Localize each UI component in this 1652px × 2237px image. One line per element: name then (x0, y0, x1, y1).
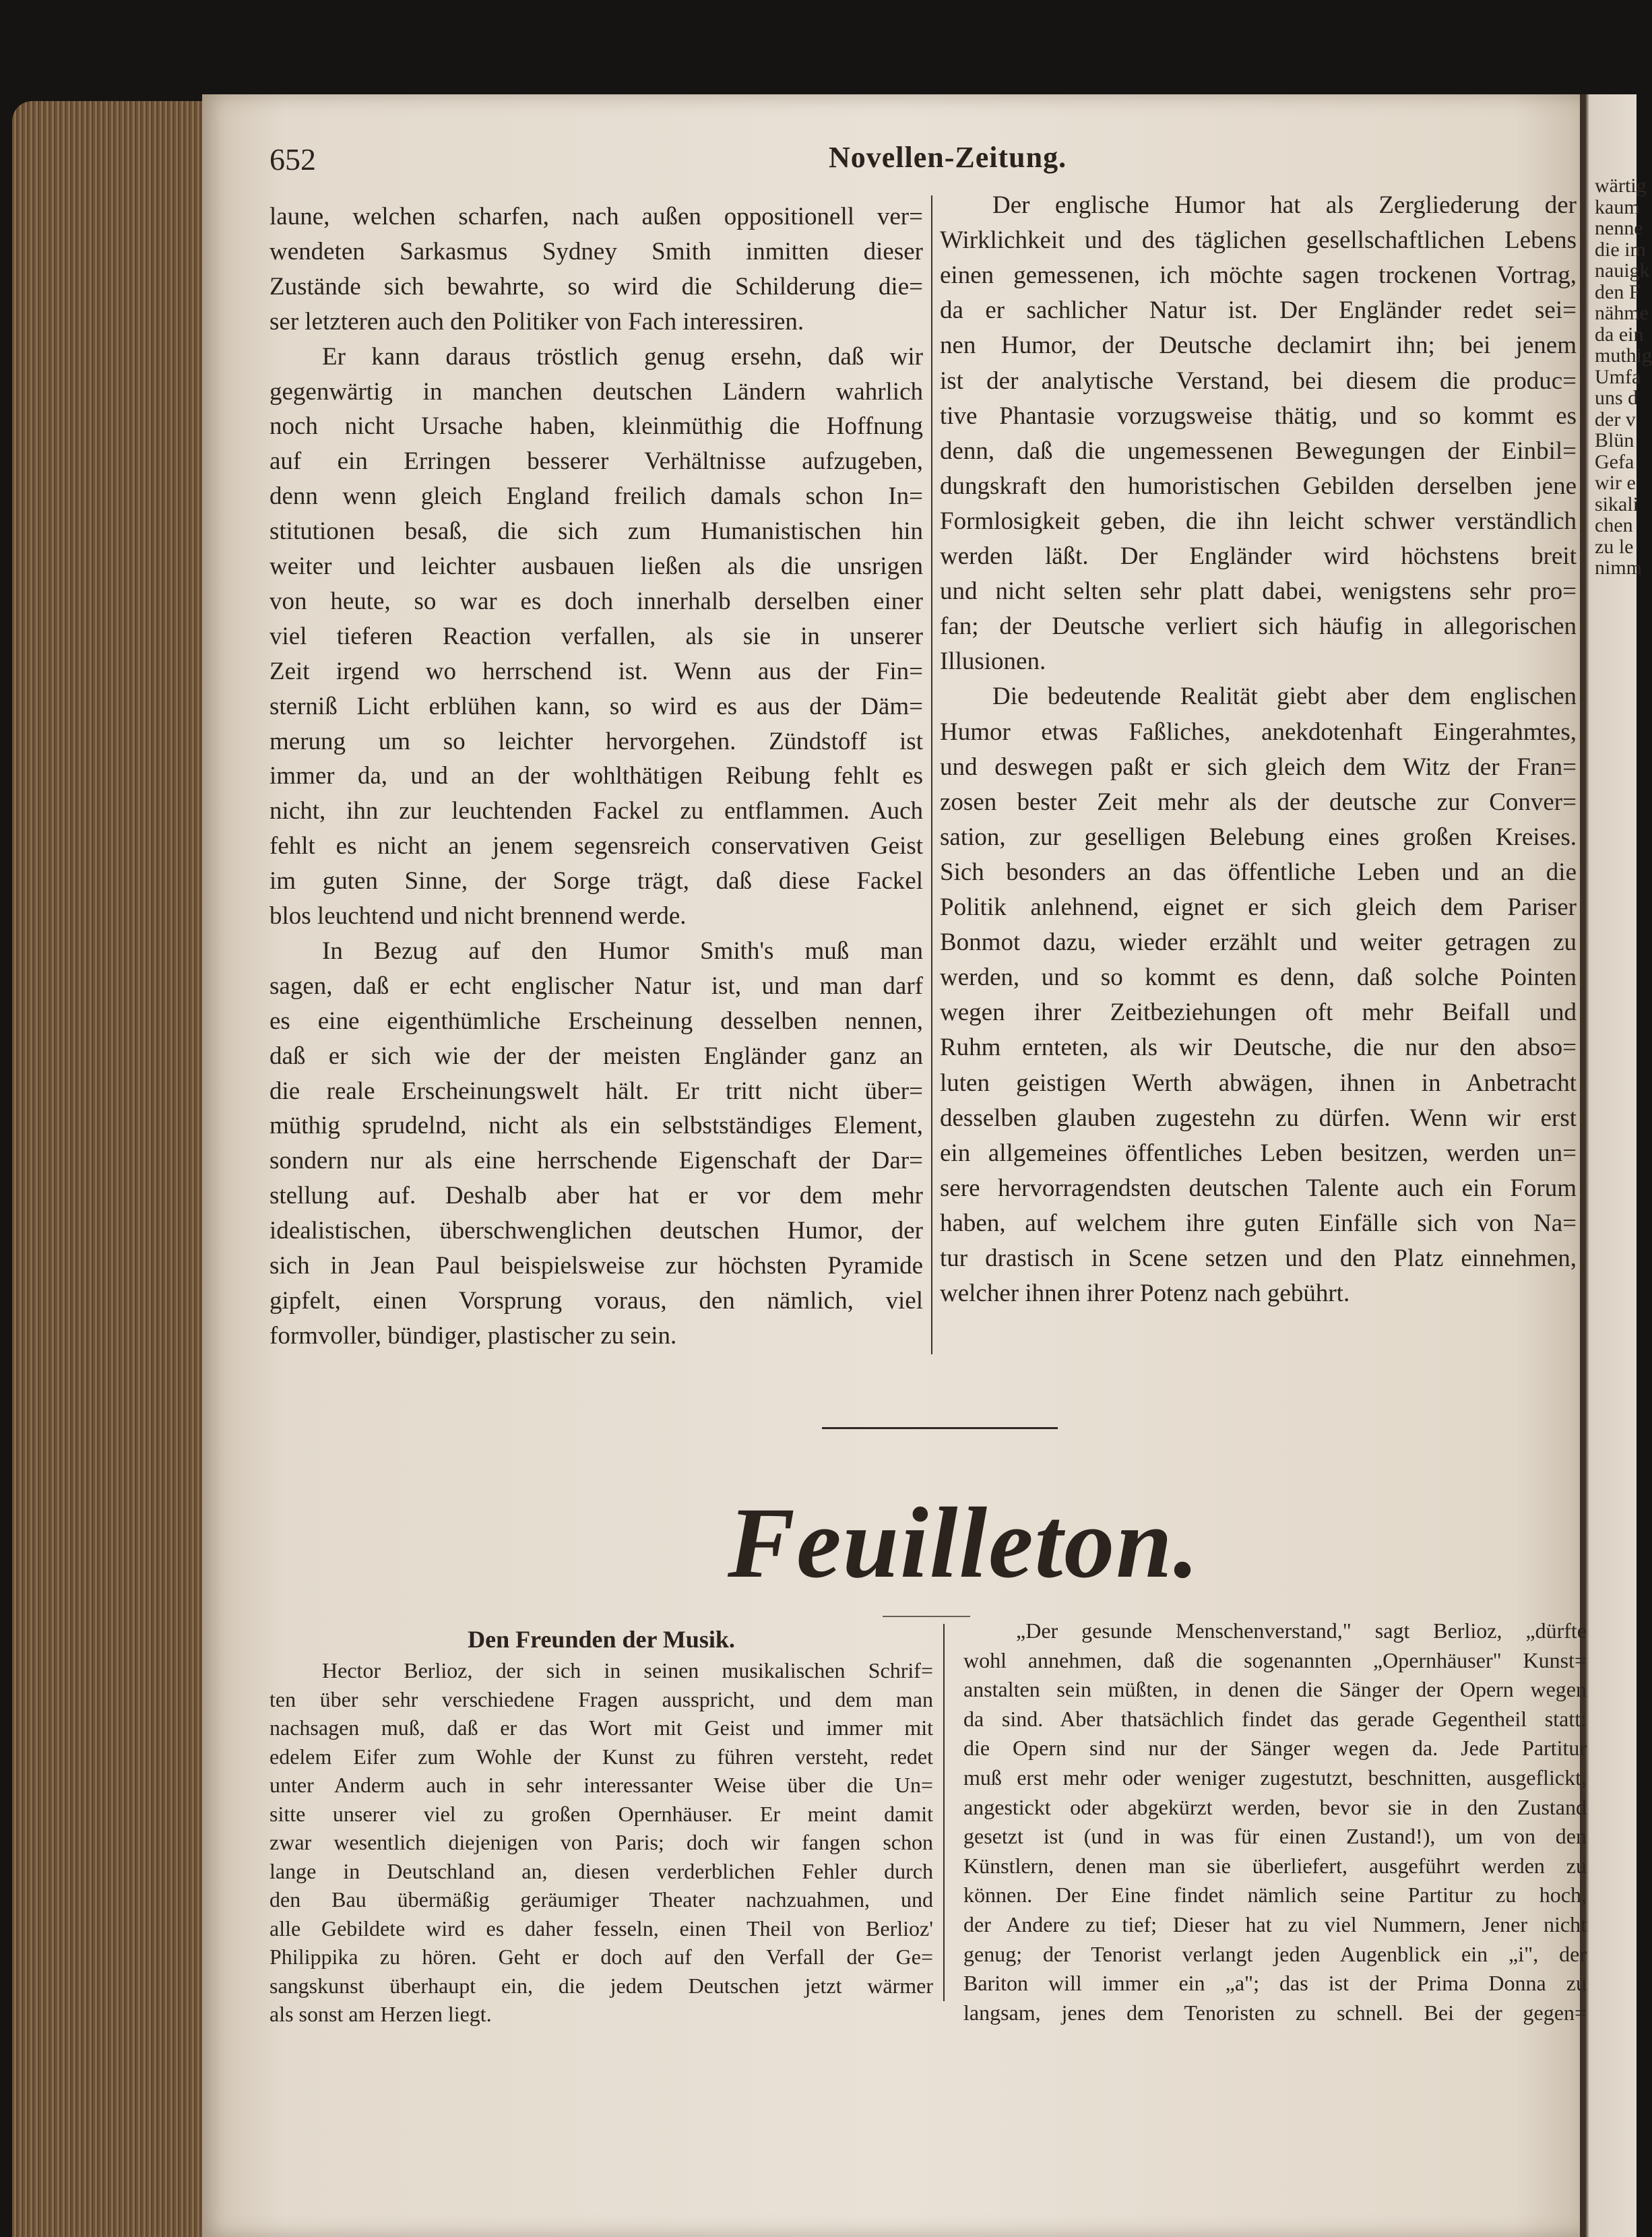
article-heading: Den Freunden der Musik. (468, 1626, 735, 1653)
text-line: denn wenn gleich England freilich damals schon In= (269, 482, 923, 511)
column-top-left (269, 199, 923, 1379)
text-line: Wirklichkeit und des täglichen gesellschaftlichen Lebens (940, 226, 1577, 255)
column-divider (931, 195, 932, 1354)
text-line: nen Humor, der Deutsche declamirt ihn; bei jenem (940, 332, 1577, 360)
text-line: angestickt oder abgekürzt werden, bevor sie in den Zustand (963, 1794, 1587, 1819)
next-page-fragment: wir e (1595, 472, 1636, 494)
text-line: Er kann daraus tröstlich genug ersehn, daß wir (322, 342, 923, 371)
text-line: sich in Jean Paul beispielsweise zur höchsten Pyramide (269, 1252, 923, 1280)
text-line: sangskunst überhaupt ein, die jedem Deutschen jetzt wärmer (269, 1973, 933, 1998)
text-line: laune, welchen scharfen, nach außen oppositionell ver= (269, 203, 923, 230)
text-line: blos leuchtend und nicht brennend werde. (269, 902, 687, 930)
text-line: unter Anderm auch in sehr interessanter Weise über die Un= (269, 1773, 933, 1797)
next-page-fragment: da ein (1595, 323, 1644, 346)
text-line: müthig sprudelnd, nicht als ein selbstständiges Element, (269, 1112, 923, 1140)
text-line: Der englische Humor hat als Zergliederung der (992, 191, 1577, 219)
next-page-fragment: chen (1595, 514, 1633, 536)
text-line: Philippika zu hören. Geht er doch auf den Verfall der Ge= (269, 1945, 933, 1969)
text-line: „Der gesunde Menschenverstand," sagt Berlioz, „dürfte (1016, 1618, 1587, 1643)
text-line: werden läßt. Der Engländer wird höchstens breit (940, 542, 1577, 570)
text-line: viel tieferen Reaction verfallen, als sie in unserer (269, 622, 923, 650)
text-line: luten geistigen Werth abwägen, ihnen in Anbetracht (940, 1069, 1577, 1097)
feuilleton-title: Feuilleton. (728, 1487, 1201, 1599)
text-line: Politik anlehnend, eignet er sich gleich dem Pariser (940, 893, 1577, 921)
text-line: den Bau übermäßig geräumiger Theater nachzuahmen, und (269, 1887, 933, 1912)
text-line: In Bezug auf den Humor Smith's muß man (322, 937, 923, 965)
text-line: auf ein Erringen besserer Verhältnisse aufzugeben, (269, 447, 923, 476)
text-line: daß er sich wie der der meisten Engländer ganz an (269, 1042, 923, 1070)
text-line: da sind. Aber thatsächlich findet das gerade Gegentheil statt: (963, 1706, 1587, 1731)
text-line: sondern nur als eine herrschende Eigenschaft der Dar= (269, 1147, 923, 1175)
text-line: im guten Sinne, der Sorge trägt, daß diese Fackel (269, 867, 923, 895)
text-line: Bariton will immer ein „a"; das ist der Prima Donna zu (963, 1971, 1587, 1996)
text-line: fehlt es nicht an jenem segensreich conservativen Geist (269, 832, 923, 860)
next-page-fragment: wärtig (1595, 175, 1647, 197)
text-line: formvoller, bündiger, plastischer zu sein. (269, 1321, 677, 1350)
text-line: zwar wesentlich diejenigen von Paris; doch wir fangen schon (269, 1830, 933, 1854)
next-page-fragment: nimm (1595, 557, 1643, 579)
text-line: wohl annehmen, daß die sogenannten „Opernhäuser" Kunst= (963, 1647, 1587, 1672)
text-line: Künstlern, denen man sie überliefert, ausgeführt werden zu (963, 1853, 1587, 1878)
next-page-fragment: sikali (1595, 493, 1639, 515)
text-line: einen gemessenen, ich möchte sagen trockenen Vortrag, (940, 261, 1577, 290)
text-line: Zustände sich bewahrte, so wird die Schilderung die= (269, 272, 923, 301)
text-line: edelem Eifer zum Wohle der Kunst zu führen versteht, redet (269, 1744, 933, 1769)
text-line: muß erst mehr oder weniger zugestutzt, beschnitten, ausgeflickt, (963, 1765, 1587, 1790)
text-line: fan; der Deutsche verliert sich häufig in allegorischen (940, 612, 1577, 641)
next-page-fragment: nauigk (1595, 259, 1650, 282)
text-line: nicht, ihn zur leuchtenden Fackel zu entflammen. Auch (269, 797, 923, 825)
text-line: zosen bester Zeit mehr als der deutsche zur Conver= (940, 788, 1577, 816)
title-ornament (883, 1616, 970, 1617)
text-line: ten über sehr verschiedene Fragen ausspricht, und dem man (269, 1687, 933, 1711)
next-page-fragment: nenne (1595, 217, 1643, 239)
next-page-strip (1580, 94, 1652, 2237)
section-rule (822, 1427, 1058, 1429)
text-line: und nicht selten sehr platt dabei, wenigstens sehr pro= (940, 577, 1577, 606)
text-line: desselben glauben zugestehn zu dürfen. Wenn wir erst (940, 1104, 1577, 1132)
text-line: Humor etwas Faßliches, anekdotenhaft Eingerahmtes, (940, 718, 1577, 746)
text-line: und deswegen paßt er sich gleich dem Witz der Fran= (940, 753, 1577, 781)
text-line: gipfelt, einen Vorsprung voraus, den nämlich, viel (269, 1286, 923, 1315)
text-line: stellung auf. Deshalb aber hat er vor dem mehr (269, 1182, 923, 1210)
next-page-fragment: Blün (1595, 429, 1634, 451)
text-line: der Andere zu tief; Dieser hat zu viel Nummern, Jener nicht (963, 1912, 1587, 1936)
text-line: Zeit irgend wo herrschend ist. Wenn aus der Fin= (269, 657, 923, 685)
text-line: die reale Erscheinungswelt hält. Er tritt nicht über= (269, 1077, 923, 1105)
text-line: noch nicht Ursache haben, kleinmüthig die Hoffnung (269, 412, 923, 441)
feuilleton-column-divider (943, 1624, 945, 2001)
text-line: dungskraft den humoristischen Gebilden derselben jene (940, 472, 1577, 500)
text-line: Illusionen. (940, 648, 1046, 676)
text-line: ist der analytische Verstand, bei diesem die produc= (940, 367, 1577, 395)
text-line: wendeten Sarkasmus Sydney Smith inmitten dieser (269, 237, 923, 265)
text-line: Hector Berlioz, der sich in seinen musikalischen Schrif= (322, 1658, 933, 1682)
text-line: ein allgemeines öffentliches Leben besitzen, werden un= (940, 1139, 1577, 1167)
text-line: alle Gebildete wird es daher fesseln, einen Theil von Berlioz' (269, 1916, 933, 1941)
text-line: wegen ihrer Zeitbeziehungen oft mehr Beifall und (940, 999, 1577, 1027)
next-page-fragment: Gefa (1595, 450, 1634, 473)
next-page-fragment: muthig (1595, 344, 1652, 367)
text-line: gesetzt ist (und in was für einen Zustand!), um von den (963, 1824, 1587, 1849)
text-line: werden, und so kommt es denn, daß solche Pointen (940, 964, 1577, 992)
text-line: ser letzteren auch den Politiker von Fach interessiren. (269, 307, 804, 336)
feuilleton-column-left (269, 1656, 933, 2060)
text-line: von heute, so war es doch innerhalb derselben einer (269, 587, 923, 615)
text-line: langsam, jenes dem Tenoristen zu schnell. Bei der gegen= (963, 2000, 1587, 2025)
text-line: sation, zur geselligen Belebung eines großen Kreises. (940, 823, 1577, 851)
text-line: nachsagen muß, daß er das Wort mit Geist und immer mit (269, 1715, 933, 1740)
next-page-fragment: der v (1595, 408, 1636, 431)
text-line: es eine eigenthümliche Erscheinung desselben nennen, (269, 1007, 923, 1035)
text-line: Die bedeutende Realität giebt aber dem englischen (992, 683, 1577, 711)
next-page-fragment: den F (1595, 280, 1641, 303)
text-line: Sich besonders an das öffentliche Leben und an die (940, 858, 1577, 886)
text-line: anstalten sein müßten, in denen die Sänger der Opern wegen (963, 1677, 1587, 1702)
text-line: tur drastisch in Scene setzen und den Platz einnehmen, (940, 1244, 1577, 1272)
text-line: idealistischen, überschwenglichen deutschen Humor, der (269, 1217, 923, 1245)
book-page-edges (12, 101, 234, 2237)
next-page-fragment: Umfa (1595, 365, 1641, 388)
text-line: lange in Deutschland an, diesen verderblichen Fehler durch (269, 1858, 933, 1883)
next-page-fragment: nähme (1595, 302, 1649, 324)
next-page-fragment: uns d (1595, 387, 1639, 409)
next-page-fragment: die im (1595, 238, 1646, 261)
text-line: Bonmot dazu, wieder erzählt und weiter getragen zu (940, 928, 1577, 957)
text-line: sagen, daß er echt englischer Natur ist, und man darf (269, 972, 923, 1000)
feuilleton-column-right (963, 1616, 1587, 2034)
next-page-fragment: kaum (1595, 195, 1640, 218)
text-line: tive Phantasie vorzugsweise thätig, und so kommt es (940, 402, 1577, 430)
text-line: können. Der Eine findet nämlich seine Partitur zu hoch, (963, 1883, 1587, 1908)
text-line: stitutionen besaß, die sich zum Humanistischen hin (269, 517, 923, 546)
text-line: genug; der Tenorist verlangt jeden Augenblick ein „i", der (963, 1941, 1587, 1966)
text-line: Ruhm ernteten, als wir Deutsche, die nur den abso= (940, 1034, 1577, 1062)
text-line: als sonst am Herzen liegt. (269, 2002, 492, 2026)
text-line: weiter und leichter ausbauen ließen als die unsrigen (269, 553, 923, 580)
next-page-fragment: zu le (1595, 535, 1634, 558)
text-line: Formlosigkeit geben, die ihn leicht schwer verständlich (940, 507, 1577, 535)
text-line: gegenwärtig in manchen deutschen Ländern wahrlich (269, 377, 923, 406)
text-line: denn, daß die ungemessenen Bewegungen der Einbil= (940, 437, 1577, 465)
text-line: da er sachlicher Natur ist. Der Engländer redet sei= (940, 296, 1577, 325)
text-line: haben, auf welchem ihre guten Einfälle sich von Na= (940, 1209, 1577, 1237)
column-top-right (940, 188, 1577, 1333)
text-line: immer da, und an der wohlthätigen Reibung fehlt es (269, 762, 923, 790)
text-line: merung um so leichter hervorgehen. Zündstoff ist (269, 727, 923, 755)
text-line: die Opern sind nur der Sänger wegen da. Jede Partitur (963, 1736, 1587, 1761)
text-line: sere hervorragendsten deutschen Talente auch ein Forum (940, 1174, 1577, 1202)
text-line: sterniß Licht erblühen kann, so wird es aus der Däm= (269, 692, 923, 720)
text-line: sitte unserer viel zu großen Opernhäuser. Er meint damit (269, 1801, 933, 1826)
text-line: welcher ihnen ihrer Potenz nach gebührt. (940, 1280, 1350, 1308)
page-number: 652 (269, 142, 316, 177)
running-head: Novellen-Zeitung. (829, 141, 1067, 174)
